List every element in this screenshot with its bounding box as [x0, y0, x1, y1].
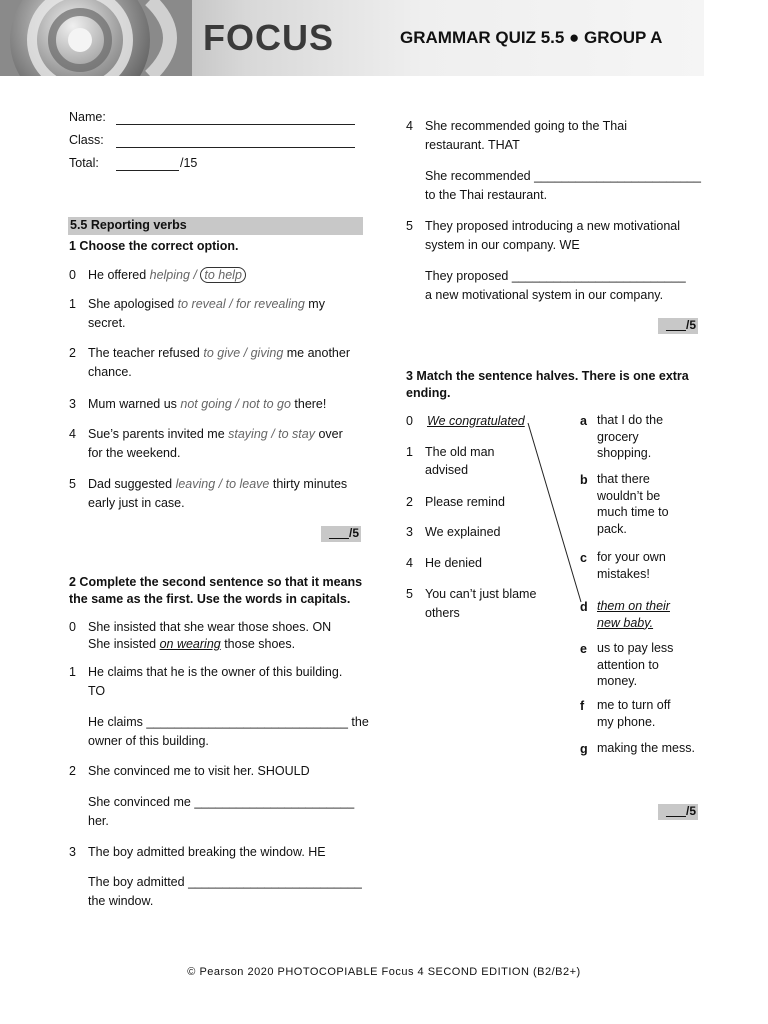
text-line: that there: [597, 472, 650, 486]
item-text: [597, 549, 666, 582]
item-letter: b: [580, 473, 588, 487]
item-number: 5: [406, 587, 413, 601]
options[interactable]: to give / giving: [203, 346, 284, 360]
item-number: 2: [69, 764, 76, 778]
item-text: [597, 598, 670, 631]
answer-blank[interactable]: _________________________: [188, 875, 362, 889]
item-text: over: [314, 427, 343, 441]
ex3-instruction-line2: ending.: [406, 386, 451, 400]
item-letter: c: [580, 551, 587, 565]
item-text: She recommended going to the Thai: [425, 119, 627, 133]
item-number: 4: [406, 119, 413, 133]
item-text: He claims that he is the owner of this building.: [88, 665, 343, 679]
item-text: She apologised: [88, 297, 178, 311]
item-text: The teacher refused: [88, 346, 204, 360]
options[interactable]: not going / not to go: [180, 397, 291, 411]
item-text: there!: [290, 397, 327, 411]
item-text: me another: [283, 346, 350, 360]
example-answer: on wearing: [159, 637, 221, 651]
text-line: them on their: [597, 599, 670, 613]
item-text: He claims: [88, 715, 147, 729]
item-text-cont: for the weekend.: [88, 446, 181, 460]
item-text-cont: a new motivational system in our company.: [425, 288, 664, 302]
item-text: They proposed: [425, 269, 512, 283]
item-text: Dad suggested: [88, 477, 176, 491]
name-field[interactable]: [116, 124, 355, 125]
item-number: 2: [69, 346, 76, 360]
text-line: much time to: [597, 505, 669, 519]
item-text: She insisted: [88, 637, 160, 651]
item-text-cont: owner of this building.: [88, 734, 209, 748]
item-number: 1: [69, 665, 76, 679]
item-text-cont: early just in case.: [88, 496, 185, 510]
item-text-cont: the window.: [88, 894, 154, 908]
item-text: We explained: [425, 525, 501, 539]
text-line: me to turn off: [597, 698, 671, 712]
item-number: 2: [406, 495, 413, 509]
ex1-score-box[interactable]: [321, 526, 361, 542]
item-number: 5: [406, 219, 413, 233]
item-text: [597, 471, 669, 537]
ex2-instruction-line2: the same as the first. Use the words in capitals.: [69, 592, 351, 606]
text-line: grocery: [597, 429, 639, 444]
brand-logo-text: FOCUS: [203, 17, 334, 58]
class-field[interactable]: [116, 147, 355, 148]
answer-blank[interactable]: _____________________________: [146, 715, 348, 729]
name-label: Name:: [69, 110, 106, 124]
item-text: [597, 740, 695, 757]
text-line: my phone.: [597, 714, 656, 729]
text-line: attention to: [597, 657, 659, 672]
item-keyword: system in our company. WE: [425, 238, 580, 252]
item-letter: g: [580, 742, 588, 756]
text-line: us to pay less: [597, 641, 674, 655]
item-text: He denied: [425, 556, 482, 570]
quiz-title: GRAMMAR QUIZ 5.5 ● GROUP A: [400, 28, 663, 47]
item-number: 4: [406, 556, 413, 570]
item-number: 0: [69, 620, 76, 634]
page-header: [0, 0, 704, 76]
item-text: the: [347, 715, 369, 729]
item-text: She convinced me: [88, 795, 195, 809]
item-text-cont: others: [425, 606, 460, 620]
item-text: Sue’s parents invited me: [88, 427, 229, 441]
item-number: 1: [406, 445, 413, 459]
item-text: my: [304, 297, 325, 311]
item-number: 3: [69, 397, 76, 411]
total-label: Total:: [69, 156, 99, 170]
section-title-bar: [68, 217, 363, 235]
answer-blank[interactable]: _________________________: [511, 269, 686, 283]
total-suffix: /15: [180, 156, 198, 170]
item-text-cont: advised: [425, 463, 469, 477]
item-text: He offered: [88, 268, 150, 282]
logo-graphic: [0, 0, 192, 76]
answer-blank[interactable]: _______________________: [194, 795, 355, 809]
item-text: The boy admitted: [88, 875, 189, 889]
item-text: [597, 697, 670, 730]
text-line: pack.: [597, 521, 627, 536]
item-text: She convinced me to visit her. SHOULD: [88, 764, 310, 778]
option-b-circled[interactable]: to help: [200, 267, 246, 283]
item-text: thirty minutes: [269, 477, 348, 491]
ex3-instruction-line1: 3 Match the sentence halves. There is one extra: [406, 369, 689, 383]
item-keyword: restaurant. THAT: [425, 138, 520, 152]
ex2-score-box[interactable]: [658, 318, 698, 334]
item-text: She insisted that she wear those shoes. ON: [88, 620, 332, 634]
text-line: for your own: [597, 550, 666, 564]
item-text: Mum warned us: [88, 397, 181, 411]
item-number: 4: [69, 427, 76, 441]
class-label: Class:: [69, 133, 104, 147]
item-number: 3: [69, 845, 76, 859]
item-text-cont: chance.: [88, 365, 132, 379]
options[interactable]: to reveal / for revealing: [177, 297, 305, 311]
option-a[interactable]: helping /: [149, 268, 201, 282]
text-line: shopping.: [597, 446, 652, 460]
options[interactable]: staying / to stay: [228, 427, 315, 441]
answer-blank[interactable]: ________________________: [534, 169, 701, 183]
text-line: that I do the: [597, 413, 664, 427]
item-letter: f: [580, 699, 585, 713]
item-number: 5: [69, 477, 76, 491]
text-line: new baby.: [597, 615, 654, 630]
text-line: wouldn’t be: [597, 488, 661, 503]
total-field[interactable]: [116, 170, 179, 171]
options[interactable]: leaving / to leave: [175, 477, 270, 491]
item-text: The old man: [425, 445, 495, 459]
item-text: Please remind: [425, 495, 505, 509]
ex3-score-box[interactable]: [658, 804, 698, 820]
item-number: 3: [406, 525, 413, 539]
item-number: 0: [69, 268, 76, 282]
text-line: mistakes!: [597, 566, 650, 581]
item-keyword: TO: [88, 684, 106, 698]
match-line: [520, 420, 590, 610]
ex1-instruction: 1 Choose the correct option.: [69, 239, 239, 253]
ex2-instruction-line1: 2 Complete the second sentence so that it means: [69, 575, 363, 589]
item-text: She recommended: [425, 169, 535, 183]
item-text-cont: to the Thai restaurant.: [425, 188, 548, 202]
item-letter: e: [580, 642, 587, 656]
section-title: 5.5 Reporting verbs: [70, 218, 187, 232]
item-text: The boy admitted breaking the window. HE: [88, 845, 326, 859]
text-line: money.: [597, 674, 638, 688]
item-text-cont: secret.: [88, 316, 126, 330]
item-text: We congratulated: [427, 414, 525, 428]
item-text: [597, 640, 673, 690]
item-letter: d: [580, 600, 588, 614]
item-text-cont: her.: [88, 814, 109, 828]
score-suffix: /5: [685, 804, 696, 818]
score-suffix: /5: [348, 526, 359, 540]
item-number: 0: [406, 414, 413, 428]
item-text: They proposed introducing a new motivational: [425, 219, 681, 233]
item-letter: a: [580, 414, 587, 428]
text-line: making the mess.: [597, 741, 695, 755]
item-text: You can’t just blame: [425, 587, 537, 601]
score-suffix: /5: [685, 318, 696, 332]
item-number: 1: [69, 297, 76, 311]
item-text: [597, 412, 663, 462]
page-footer: © Pearson 2020 PHOTOCOPIABLE Focus 4 SECOND EDITION (B2/B2+): [187, 966, 581, 978]
item-text: those shoes.: [220, 637, 296, 651]
